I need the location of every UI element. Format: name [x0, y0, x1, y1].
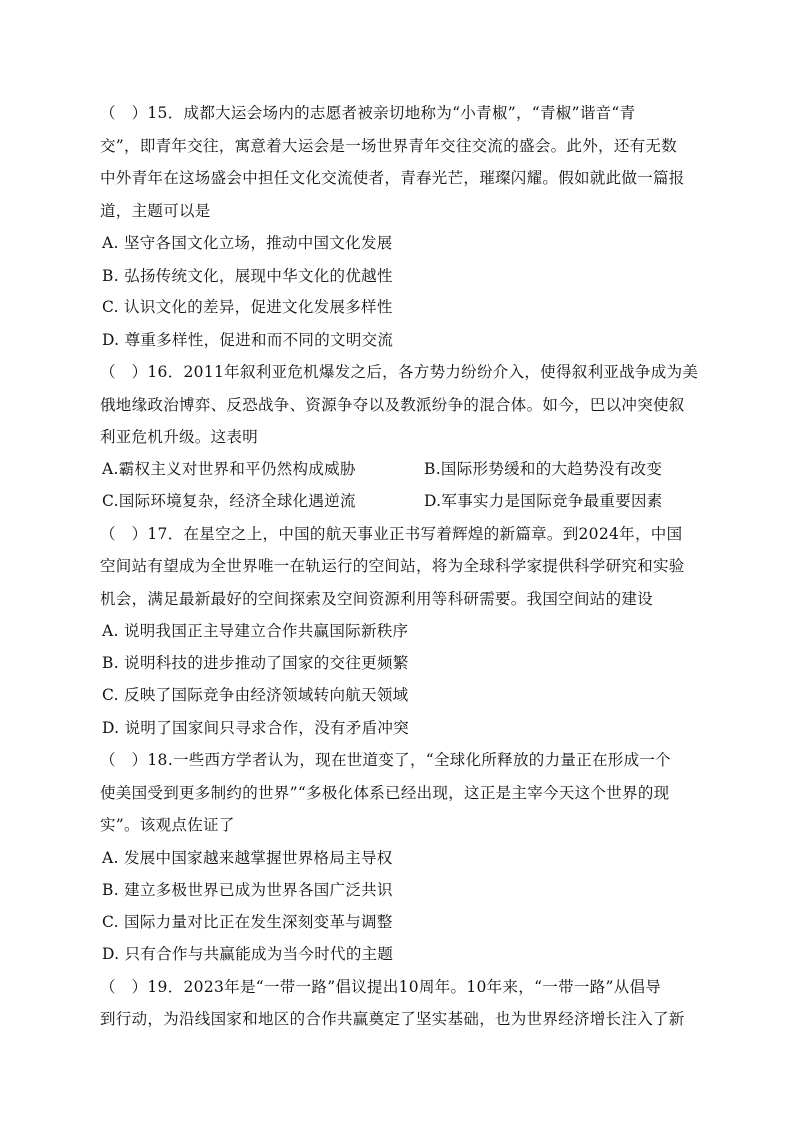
question-16-line-2: 俄地缘政治博弈、反恐战争、资源争夺以及教派纷争的混合体。如今，巴以冲突使叙: [100, 396, 685, 414]
question-18-line-3: 实”。该观点佐证了: [100, 816, 235, 834]
question-19-line-2: 到行动，为沿线国家和地区的合作共赢奠定了坚实基础，也为世界经济增长注入了新: [100, 1010, 685, 1028]
question-18-option-a: A. 发展中国家越来越掌握世界格局主导权: [102, 849, 393, 867]
question-18-line-2: 使美国受到更多制约的世界”“多极化体系已经出现，这正是主宰今天这个世界的现: [100, 784, 670, 802]
question-17-option-d: D. 说明了国家间只寻求合作，没有矛盾冲突: [102, 719, 410, 737]
question-15-line-3: 中外青年在这场盛会中担任文化交流使者，青春光芒，璀璨闪耀。假如就此做一篇报: [100, 169, 685, 187]
question-17-line-2: 空间站有望成为全世界唯一在轨运行的空间站，将为全球科学家提供科学研究和实验: [100, 557, 685, 575]
question-15-option-b: B. 弘扬传统文化，展现中华文化的优越性: [102, 267, 393, 285]
question-17-option-b: B. 说明科技的进步推动了国家的交往更频繁: [102, 654, 409, 672]
question-19-line-1: （ ）19．2023年是“一带一路”倡议提出10周年。10年来，“一带一路”从倡导: [100, 978, 662, 996]
question-15-line-4: 道，主题可以是: [100, 202, 211, 220]
question-15-option-a: A. 坚守各国文化立场，推动中国文化发展: [102, 234, 393, 252]
question-16-option-c: C.国际环境复杂，经济全球化遇逆流: [102, 492, 356, 510]
question-15-option-d: D. 尊重多样性，促进和而不同的文明交流: [102, 331, 394, 349]
question-17-line-1: （ ）17．在星空之上，中国的航天事业正书写着辉煌的新篇章。到2024年，中国: [100, 525, 683, 543]
question-17-option-a: A. 说明我国正主导建立合作共赢国际新秩序: [102, 622, 409, 640]
question-18-line-1: （ ）18.一些西方学者认为，现在世道变了，“全球化所释放的力量正在形成一个: [100, 751, 671, 769]
question-15-line-2: 交”，即青年交往，寓意着大运会是一场世界青年交往交流的盛会。此外，还有无数: [100, 137, 678, 155]
question-16-option-a: A.霸权主义对世界和平仍然构成威胁: [102, 460, 356, 478]
question-17-line-3: 机会，满足最新最好的空间探索及空间资源利用等科研需要。我国空间站的建设: [100, 590, 654, 608]
question-15-option-c: C. 认识文化的差异，促进文化发展多样性: [102, 298, 393, 316]
question-15-line-1: （ ）15．成都大运会场内的志愿者被亲切地称为“小青椒”，“青椒”谐音“青: [100, 104, 636, 122]
question-16-line-1: （ ）16．2011年叙利亚危机爆发之后，各方势力纷纷介入，使得叙利亚战争成为美: [100, 363, 699, 381]
question-16-option-d: D.军事实力是国际竞争最重要因素: [424, 492, 663, 510]
question-18-option-b: B. 建立多极世界已成为世界各国广泛共识: [102, 881, 393, 899]
question-16-line-3: 利亚危机升级。这表明: [100, 428, 259, 446]
question-17-option-c: C. 反映了国际竞争由经济领域转向航天领域: [102, 686, 409, 704]
question-16-option-b: B.国际形势缓和的大趋势没有改变: [424, 460, 663, 478]
question-18-option-d: D. 只有合作与共赢能成为当今时代的主题: [102, 945, 394, 963]
question-18-option-c: C. 国际力量对比正在发生深刻变革与调整: [102, 913, 393, 931]
